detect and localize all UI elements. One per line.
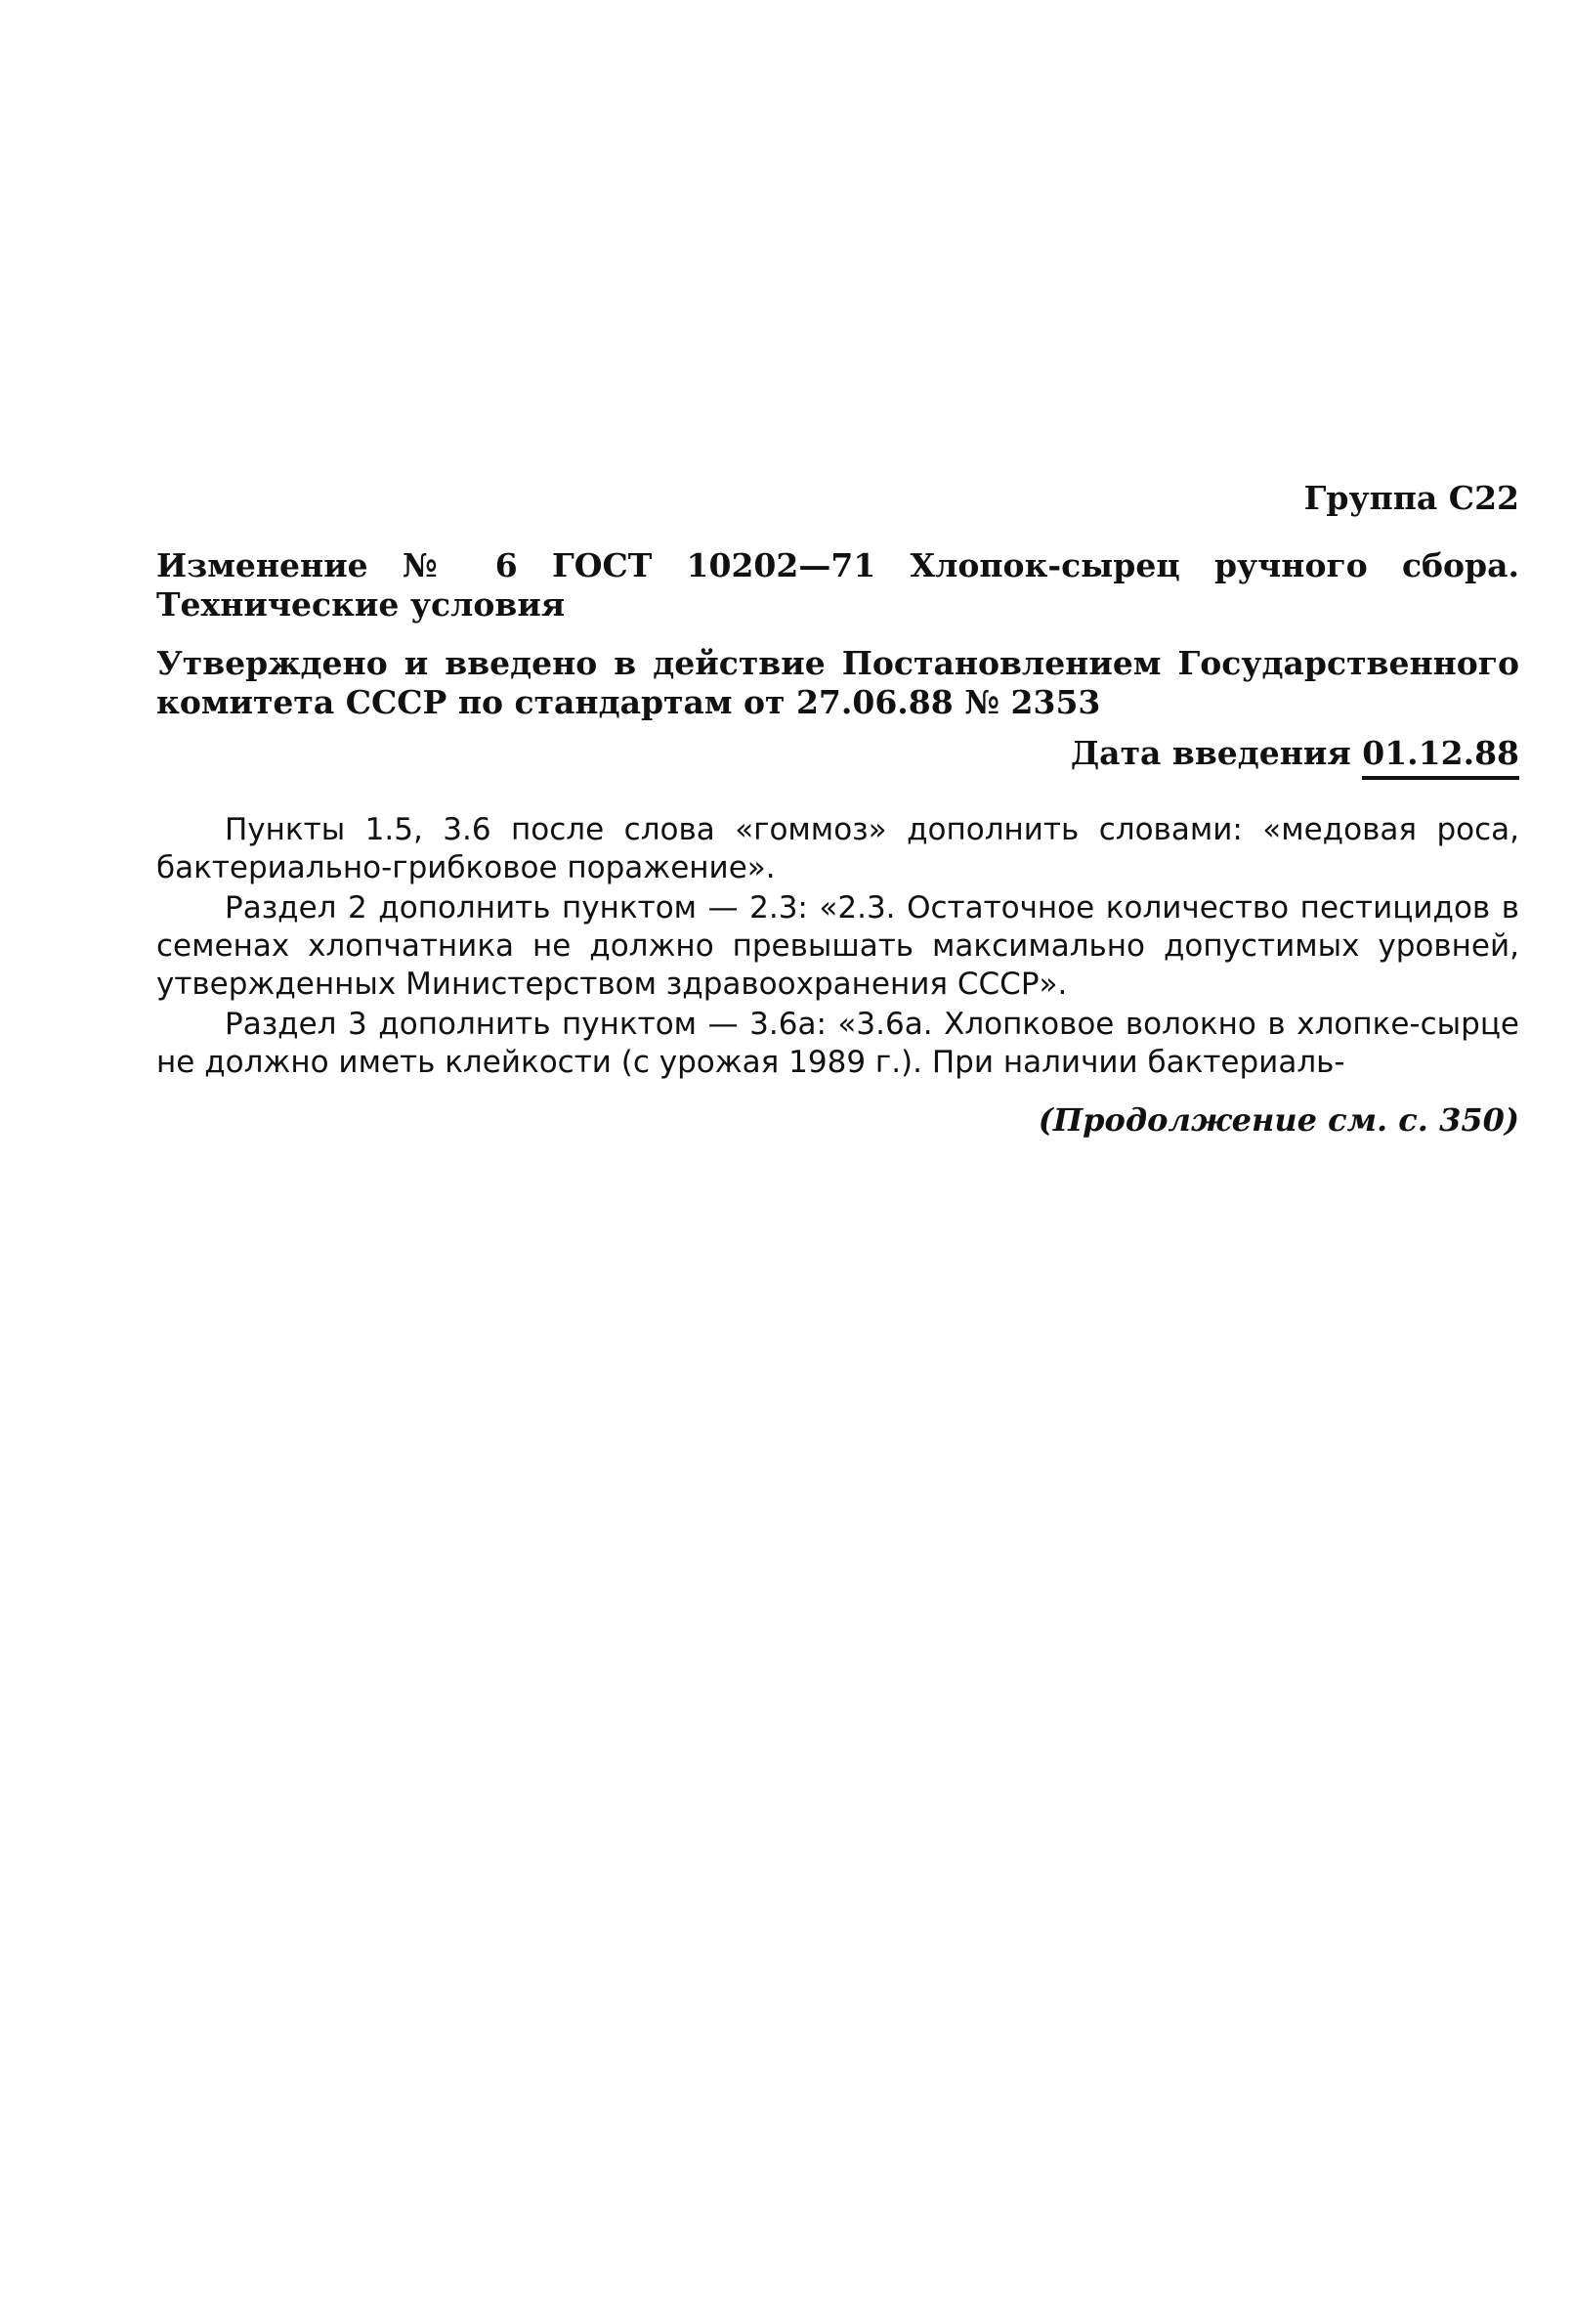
approval-statement: Утверждено и введено в действие Постановлением Государственного комитета СССР по стандартам от 27.06.88 № 2353 [156, 644, 1519, 721]
continued-note: (Продолжение см. с. 350) [1038, 1101, 1519, 1139]
amendment-title: Изменение № 6 ГОСТ 10202—71 Хлопок-сырец ручного сбора. Технические условия [156, 546, 1519, 624]
date-value: 01.12.88 [1362, 734, 1519, 780]
date-label: Дата введения [1070, 734, 1351, 772]
paragraph-2: Раздел 2 дополнить пунктом — 2.3: «2.3. Остаточное количество пестицидов в семенах хлопчатника не должно превышать максимально допустимых уровней, утвержденных Министерством здравоохранения СССР». [156, 890, 1519, 1002]
introduction-date [156, 734, 1519, 772]
paragraph-3: Раздел 3 дополнить пунктом — 3.6а: «3.6а. Хлопковое волокно в хлопке-сырце не должно иметь клейкости (с урожая 1989 г.). При наличии бактериаль- [156, 1007, 1519, 1080]
group-code: Группа С22 [1303, 479, 1519, 517]
document-page [156, 479, 1519, 1139]
paragraph-1: Пункты 1.5, 3.6 после слова «гоммоз» дополнить словами: «медовая роса, бактериально-грибковое поражение». [156, 812, 1519, 885]
